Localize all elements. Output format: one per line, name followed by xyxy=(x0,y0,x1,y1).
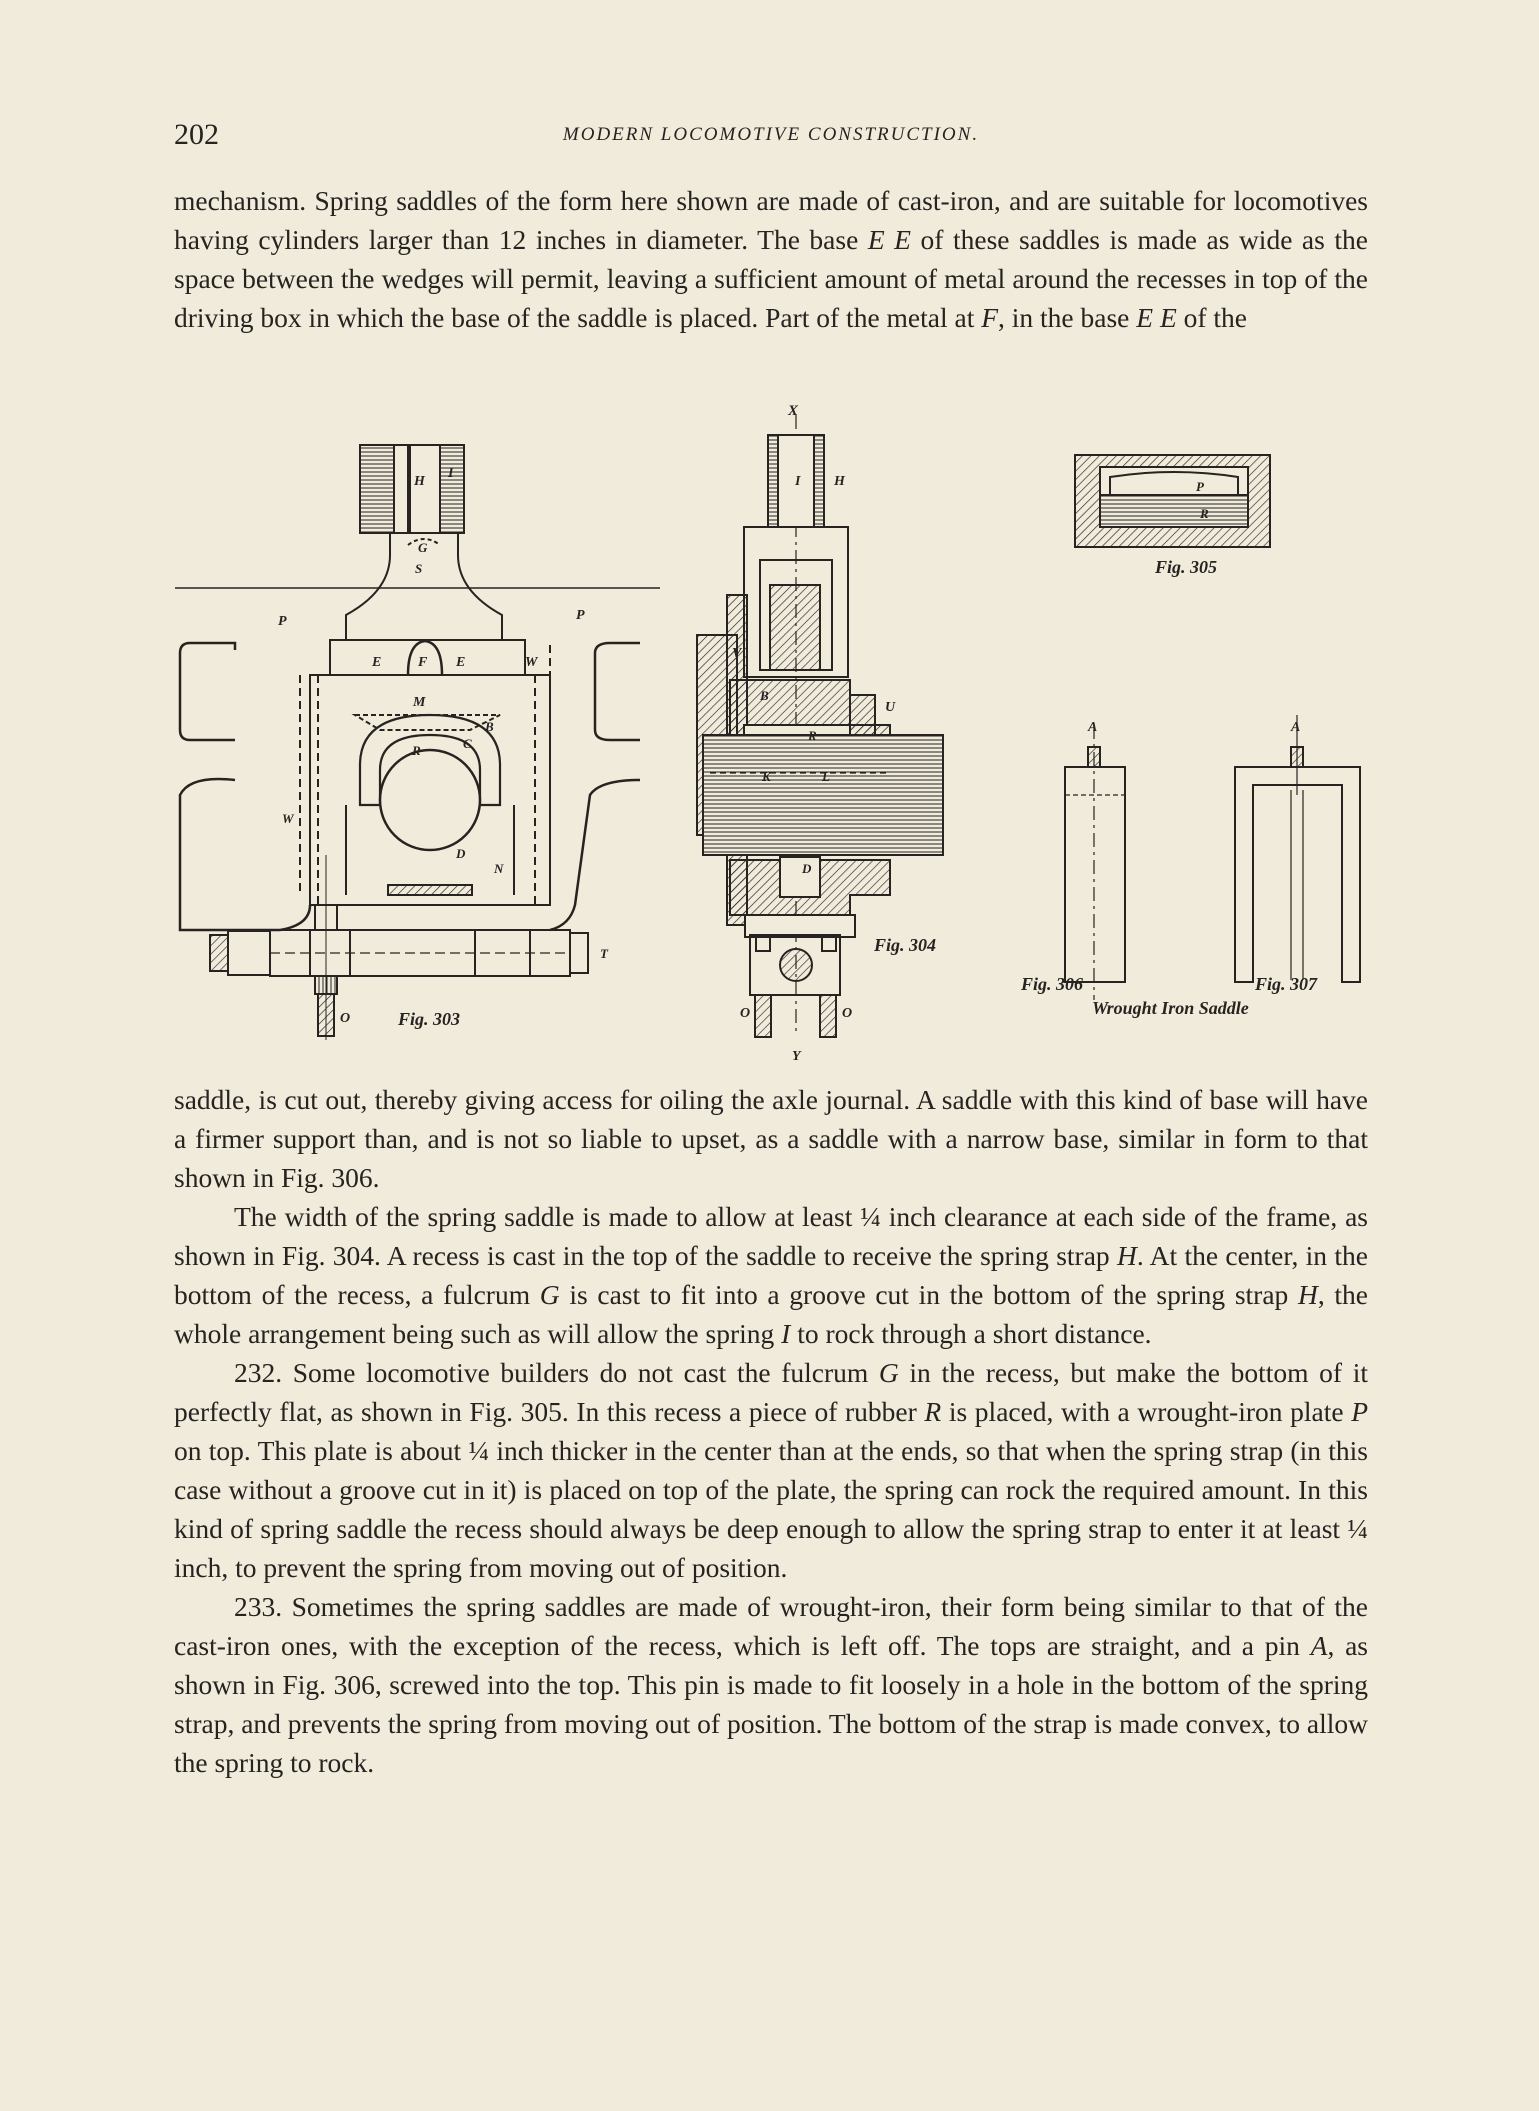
svg-text:D: D xyxy=(456,846,466,861)
svg-text:S: S xyxy=(415,561,423,576)
fig-305 xyxy=(1075,455,1270,547)
svg-text:A: A xyxy=(1291,720,1301,735)
svg-text:A: A xyxy=(1088,720,1098,735)
text-block-top xyxy=(174,181,1368,337)
svg-text:D: D xyxy=(802,861,812,876)
wrought-iron-caption: Wrought Iron Saddle xyxy=(1092,998,1249,1018)
svg-text:B: B xyxy=(760,688,769,703)
svg-text:V: V xyxy=(732,646,742,661)
fig-303-caption: Fig. 303 xyxy=(398,1009,461,1029)
fig-304-caption: Fig. 304 xyxy=(874,935,937,955)
running-title: MODERN LOCOMOTIVE CONSTRUCTION. xyxy=(562,124,980,145)
svg-text:T: T xyxy=(600,946,608,961)
svg-text:O: O xyxy=(740,1006,751,1021)
figures-plate xyxy=(150,395,1380,1075)
svg-text:L: L xyxy=(822,769,830,784)
svg-text:E: E xyxy=(372,655,382,670)
svg-text:K: K xyxy=(762,769,771,784)
svg-text:O: O xyxy=(842,1006,853,1021)
fig-305-caption: Fig. 305 xyxy=(1155,557,1218,577)
svg-text:M: M xyxy=(413,695,426,710)
page-number: 202 xyxy=(174,118,219,151)
svg-text:X: X xyxy=(788,403,799,419)
fig-307-caption: Fig. 307 xyxy=(1255,974,1318,994)
svg-text:W: W xyxy=(525,655,538,670)
svg-text:R: R xyxy=(1200,506,1209,521)
fig-307 xyxy=(1235,715,1360,982)
paragraph-232: 232. Some locomotive builders do not cast the fulcrum G in the recess, but make the bottom of it perfectly flat, as shown in Fig. 305. In this recess a piece of rubber R is placed, with a wrought-iron plate P on top. This plate is about ¼ inch thicker in the center than at the ends, so that when the spring strap (in this case without a groove cut in it) is placed on top of the plate, the spring can rock the required amount. In this kind of spring saddle the recess should always be deep enough to allow the spring strap to enter it at least ¼ inch, to prevent the spring from moving out of position. xyxy=(174,1357,1368,1583)
svg-text:Y: Y xyxy=(792,1049,801,1064)
svg-text:G: G xyxy=(418,540,428,555)
fig-306-caption: Fig. 306 xyxy=(1021,974,1084,994)
svg-text:B: B xyxy=(485,719,494,734)
paragraph-saddle-base: saddle, is cut out, thereby giving access for oiling the axle journal. A saddle with this kind of base will have a firmer support than, and is not so liable to upset, as a saddle with a narrow base, similar in form to that shown in Fig. 306. xyxy=(174,1084,1368,1193)
paragraph-width: The width of the spring saddle is made to allow at least ¼ inch clearance at each side of the frame, as shown in Fig. 304. A recess is cast in the top of the saddle to receive the spring strap H. At the center, in the bottom of the recess, a fulcrum G is cast to fit into a groove cut in the bottom of the spring strap H, the whole arrangement being such as will allow the spring I to rock through a short distance. xyxy=(174,1201,1368,1349)
fig-306 xyxy=(1065,725,1125,1000)
svg-text:I: I xyxy=(795,474,801,489)
page-header xyxy=(174,118,1368,158)
svg-text:W: W xyxy=(282,811,294,826)
svg-text:H: H xyxy=(414,474,425,489)
engineering-drawings xyxy=(150,395,1380,1075)
svg-text:P: P xyxy=(278,614,287,629)
svg-text:C: C xyxy=(463,736,472,751)
fig-306-labels xyxy=(1087,720,1097,735)
svg-text:H: H xyxy=(834,474,845,489)
svg-text:U: U xyxy=(885,700,896,715)
svg-text:P: P xyxy=(576,608,585,623)
svg-text:O: O xyxy=(340,1011,351,1026)
svg-text:I: I xyxy=(448,466,454,481)
svg-text:R: R xyxy=(808,728,817,743)
paragraph-233: 233. Sometimes the spring saddles are made of wrought-iron, their form being similar to that of the cast-iron ones, with the exception of the recess, which is left off. The tops are straight, and a pin A, as shown in Fig. 306, screwed into the top. This pin is made to fit loosely in a hole in the bottom of the spring strap, and prevents the spring from moving out of position. The bottom of the strap is made convex, to allow the spring to rock. xyxy=(174,1591,1369,1778)
svg-text:P: P xyxy=(1196,479,1204,494)
paragraph-continued: mechanism. Spring saddles of the form here shown are made of cast-iron, and are suitable for locomotives having cylinders larger than 12 inches in diameter. The base E E of these saddles is made as wide as the space between the wedges will permit, leaving a sufficient amount of metal around the recesses in top of the driving box in which the base of the saddle is placed. Part of the metal at F, in the base E E of the xyxy=(174,185,1368,333)
text-block-bottom xyxy=(174,1080,1368,1782)
svg-text:F: F xyxy=(418,655,428,670)
fig-303-labels xyxy=(278,466,609,1029)
svg-text:R: R xyxy=(412,743,421,758)
svg-text:E: E xyxy=(456,655,466,670)
svg-text:N: N xyxy=(494,861,504,876)
